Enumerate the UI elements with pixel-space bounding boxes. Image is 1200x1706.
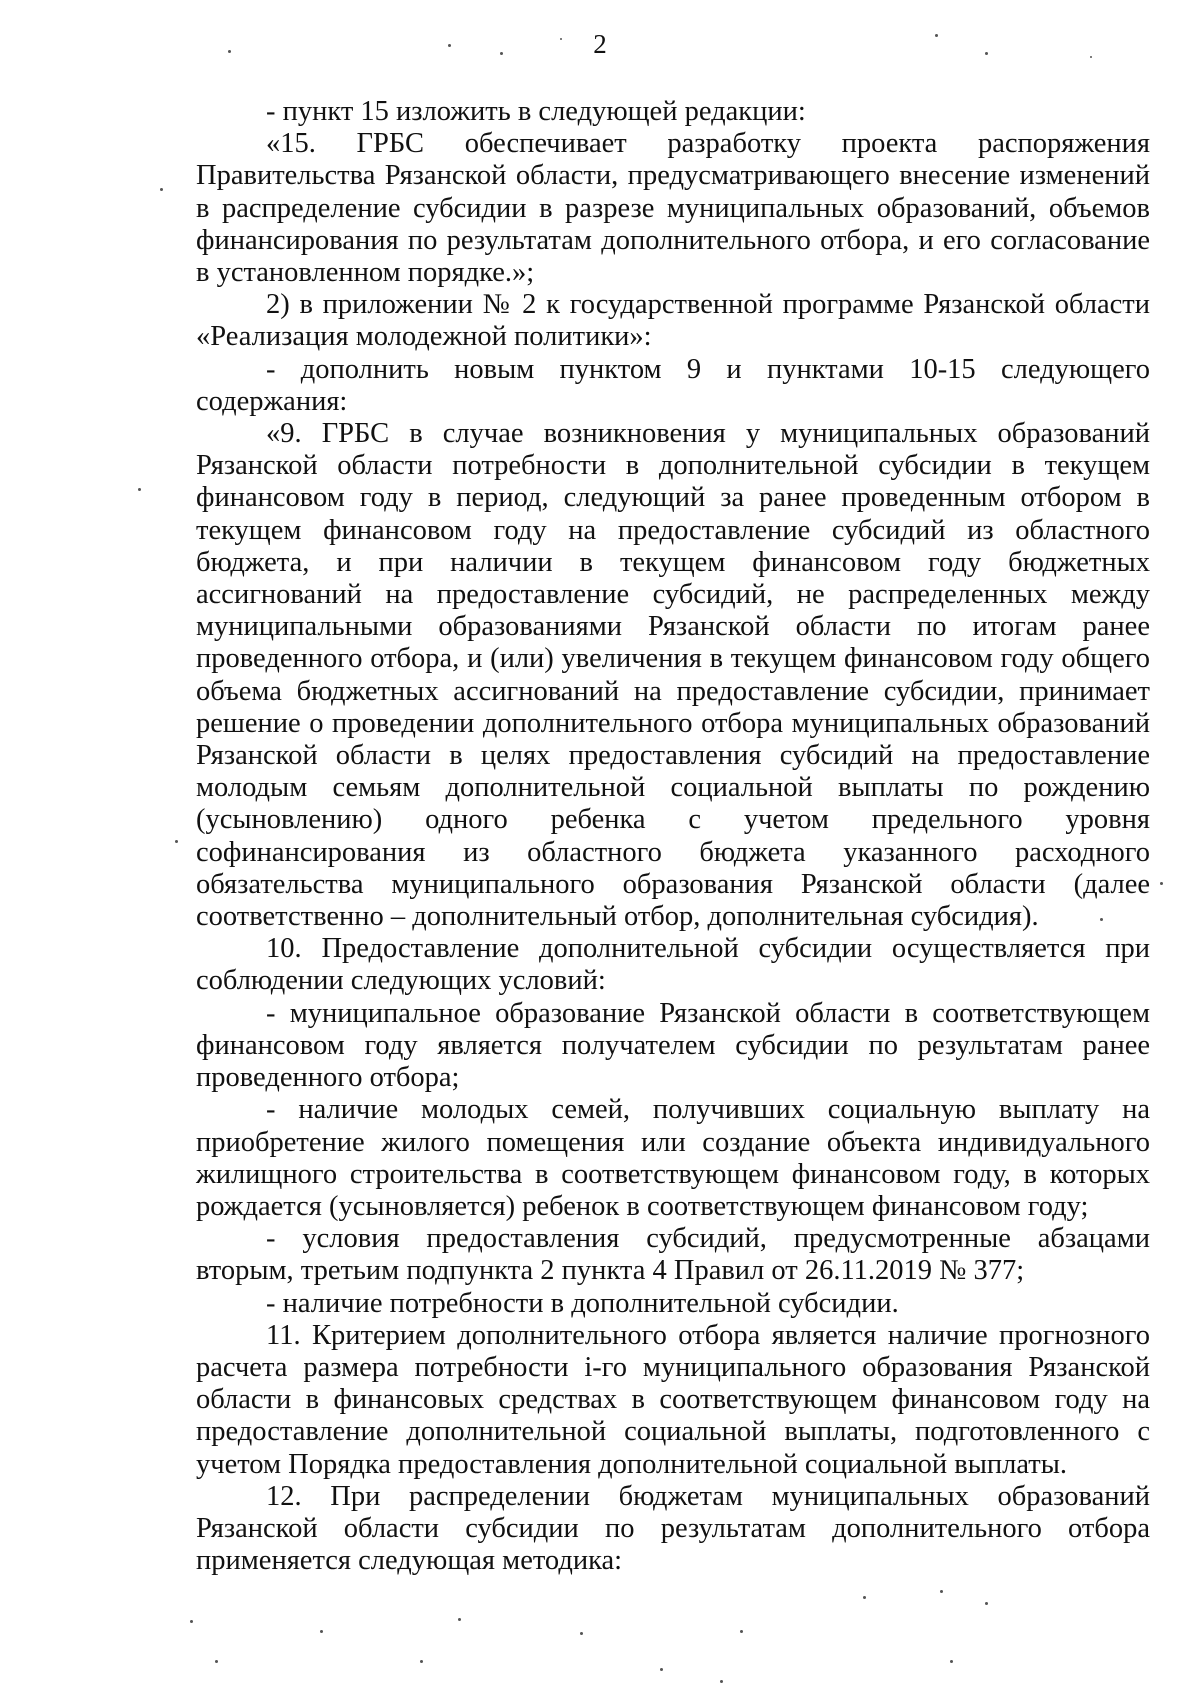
scan-speck: [740, 1630, 743, 1633]
scan-speck: [175, 840, 178, 843]
scan-speck: [863, 1596, 866, 1599]
scan-speck: [420, 1660, 423, 1663]
paragraph-condition-2: - наличие молодых семей, получивших социальную выплату на приобретение жилого помещения или создание объекта индивидуального жилищного строительства в соответствующем финансовом году, в которых рождается (усыновляется) ребенок в соответствующем финансовом году;: [196, 1094, 1150, 1222]
scan-speck: [500, 52, 503, 55]
paragraph-condition-4: - наличие потребности в дополнительной субсидии.: [266, 1287, 899, 1319]
scan-speck: [320, 1630, 323, 1633]
document-body: [196, 96, 1150, 1577]
page-number: 2: [593, 29, 607, 59]
paragraph-item-11: 11. Критерием дополнительного отбора является наличие прогнозного расчета размера потребности i-го муниципального образования Рязанской области в финансовых средствах в соответствующем финансовом году на предоставление дополнительной социальной выплаты, подготовленного с учетом Порядка предоставления дополнительной социальной выплаты.: [196, 1319, 1150, 1480]
scan-speck: [190, 1620, 193, 1623]
paragraph-item-15-text: «15. ГРБС обеспечивает разработку проекта распоряжения Правительства Рязанской области, предусматривающего внесение изменений в распределение субсидии в разрезе муниципальных образований, объемов финансирования по результатам дополнительного отбора, и его согласование в установленном порядке.»;: [196, 128, 1150, 289]
scan-speck: [935, 34, 938, 37]
paragraph-add-items: - дополнить новым пунктом 9 и пунктами 10-15 следующего содержания:: [196, 353, 1150, 417]
paragraph-appendix-2: 2) в приложении № 2 к государственной программе Рязанской области «Реализация молодежной политики»:: [196, 289, 1150, 353]
scan-speck: [138, 488, 141, 491]
scan-speck: [720, 1680, 723, 1683]
scan-speck: [985, 52, 988, 55]
scan-speck: [228, 50, 231, 53]
scan-speck: [1100, 918, 1103, 921]
paragraph-item-12: 12. При распределении бюджетам муниципальных образований Рязанской области субсидии по результатам дополнительного отбора применяется следующая методика:: [196, 1480, 1150, 1577]
scan-speck: [448, 44, 451, 47]
scan-speck: [950, 1660, 953, 1663]
paragraph-item-9: «9. ГРБС в случае возникновения у муниципальных образований Рязанской области потребности в дополнительной субсидии в текущем финансовом году в период, следующий за ранее проведенным отбором в текущем финансовом году на предоставление субсидий из областного бюджета, и при наличии в текущем финансовом году бюджетных ассигнований на предоставление субсидий, не распределенных между муниципальными образованиями Рязанской области по итогам ранее проведенного отбора, и (или) увеличения в текущем финансовом году общего объема бюджетных ассигнований на предоставление субсидии, принимает решение о проведении дополнительного отбора муниципальных образований Рязанской области в целях предоставления субсидий на предоставление молодым семьям дополнительной социальной выплаты по рождению (усыновлению) одного ребенка с учетом предельного уровня софинансирования из областного бюджета указанного расходного обязательства муниципального образования Рязанской области (далее соответственно – дополнительный отбор, дополнительная субсидия).: [196, 418, 1150, 933]
scan-speck: [660, 1668, 663, 1671]
scan-speck: [580, 1632, 583, 1635]
scan-speck: [160, 188, 163, 191]
scan-speck: [985, 1602, 988, 1605]
scan-speck: [215, 1660, 218, 1663]
scan-speck: [1160, 882, 1163, 885]
scan-speck: [1090, 56, 1092, 58]
scan-speck: [458, 1618, 461, 1621]
scan-speck: [940, 1590, 943, 1593]
paragraph-item-10: 10. Предоставление дополнительной субсидии осуществляется при соблюдении следующих условий:: [196, 933, 1150, 997]
paragraph-condition-1: - муниципальное образование Рязанской области в соответствующем финансовом году является получателем субсидии по результатам ранее проведенного отбора;: [196, 997, 1150, 1094]
scan-speck: [560, 38, 562, 40]
paragraph-item-15-intro: - пункт 15 изложить в следующей редакции:: [266, 96, 806, 127]
paragraph-condition-3: - условия предоставления субсидий, предусмотренные абзацами вторым, третьим подпункта 2 пункта 4 Правил от 26.11.2019 № 377;: [196, 1223, 1150, 1287]
